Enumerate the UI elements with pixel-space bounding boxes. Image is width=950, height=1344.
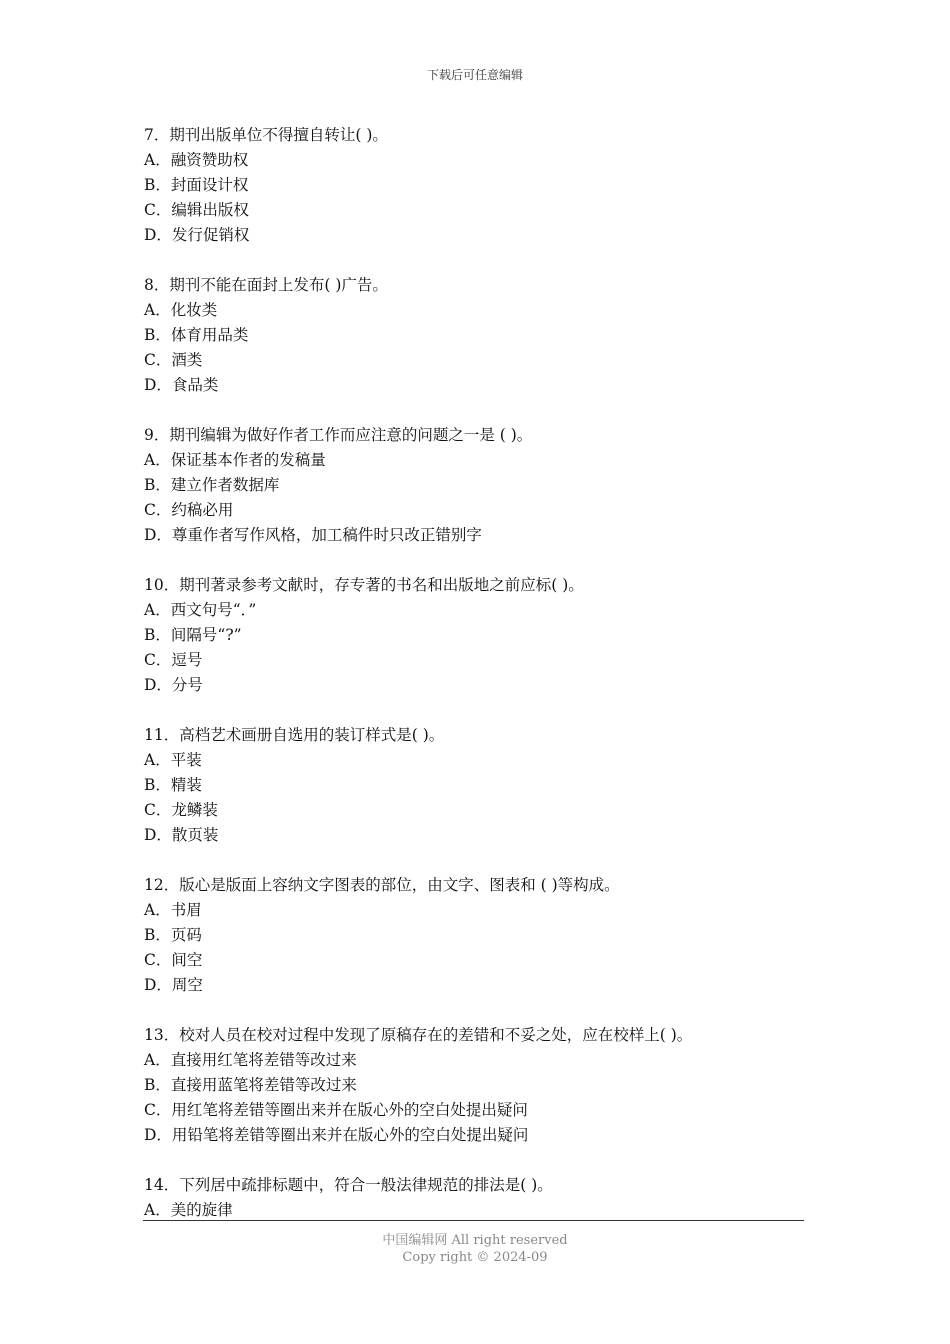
question-list <box>144 123 804 1248</box>
question-stem: 11．高档艺术画册自选用的装订样式是( )。 <box>144 726 445 744</box>
option-c: C．酒类 <box>144 351 203 369</box>
option-b: B．间隔号“?” <box>144 626 242 644</box>
option-b: B．建立作者数据库 <box>144 476 280 494</box>
option-d: D．用铅笔将差错等圈出来并在版心外的空白处提出疑问 <box>144 1126 529 1144</box>
footer-copyright-line: 中国编辑网 All right reserved <box>382 1233 568 1248</box>
option-a: A．直接用红笔将差错等改过来 <box>144 1051 357 1069</box>
option-d: D．散页装 <box>144 826 219 844</box>
question-13 <box>144 1023 804 1148</box>
question-8 <box>144 273 804 398</box>
footer-divider <box>143 1220 804 1221</box>
question-stem: 10．期刊著录参考文献时，存专著的书名和出版地之前应标( )。 <box>144 576 584 594</box>
question-stem: 13．校对人员在校对过程中发现了原稿存在的差错和不妥之处，应在校样上( )。 <box>144 1026 693 1044</box>
option-c: C．约稿必用 <box>144 501 234 519</box>
option-a: A．保证基本作者的发稿量 <box>144 451 326 469</box>
option-b: B．封面设计权 <box>144 176 249 194</box>
option-d: D．周空 <box>144 976 203 994</box>
question-14 <box>144 1173 804 1223</box>
option-a: A．融资赞助权 <box>144 151 249 169</box>
option-a: A．美的旋律 <box>144 1201 233 1219</box>
option-a: A．平装 <box>144 751 202 769</box>
option-b: B．体育用品类 <box>144 326 249 344</box>
question-stem: 7．期刊出版单位不得擅自转让( )。 <box>144 126 388 144</box>
page-header-note: 下载后可任意编辑 <box>426 68 523 82</box>
page-footer <box>0 1232 950 1266</box>
question-11 <box>144 723 804 848</box>
option-c: C．编辑出版权 <box>144 201 249 219</box>
option-a: A．书眉 <box>144 901 202 919</box>
question-stem: 14．下列居中疏排标题中，符合一般法律规范的排法是( )。 <box>144 1176 553 1194</box>
footer-date-line: Copy right © 2024-09 <box>402 1250 548 1265</box>
option-d: D．食品类 <box>144 376 219 394</box>
question-stem: 12．版心是版面上容纳文字图表的部位，由文字、图表和 ( )等构成。 <box>144 876 620 894</box>
question-12 <box>144 873 804 998</box>
option-b: B．页码 <box>144 926 202 944</box>
question-7 <box>144 123 804 248</box>
question-10 <box>144 573 804 698</box>
option-c: C．用红笔将差错等圈出来并在版心外的空白处提出疑问 <box>144 1101 528 1119</box>
option-c: C．龙鳞装 <box>144 801 218 819</box>
option-b: B．直接用蓝笔将差错等改过来 <box>144 1076 357 1094</box>
option-b: B．精装 <box>144 776 202 794</box>
option-c: C．间空 <box>144 951 203 969</box>
option-d: D．尊重作者写作风格，加工稿件时只改正错别字 <box>144 526 482 544</box>
question-stem: 9．期刊编辑为做好作者工作而应注意的问题之一是 ( )。 <box>144 426 533 444</box>
question-9 <box>144 423 804 548</box>
option-d: D．分号 <box>144 676 203 694</box>
option-d: D．发行促销权 <box>144 226 250 244</box>
option-c: C．逗号 <box>144 651 203 669</box>
question-stem: 8．期刊不能在面封上发布( )广告。 <box>144 276 388 294</box>
option-a: A．化妆类 <box>144 301 218 319</box>
option-a: A．西文句号“．” <box>144 601 257 619</box>
